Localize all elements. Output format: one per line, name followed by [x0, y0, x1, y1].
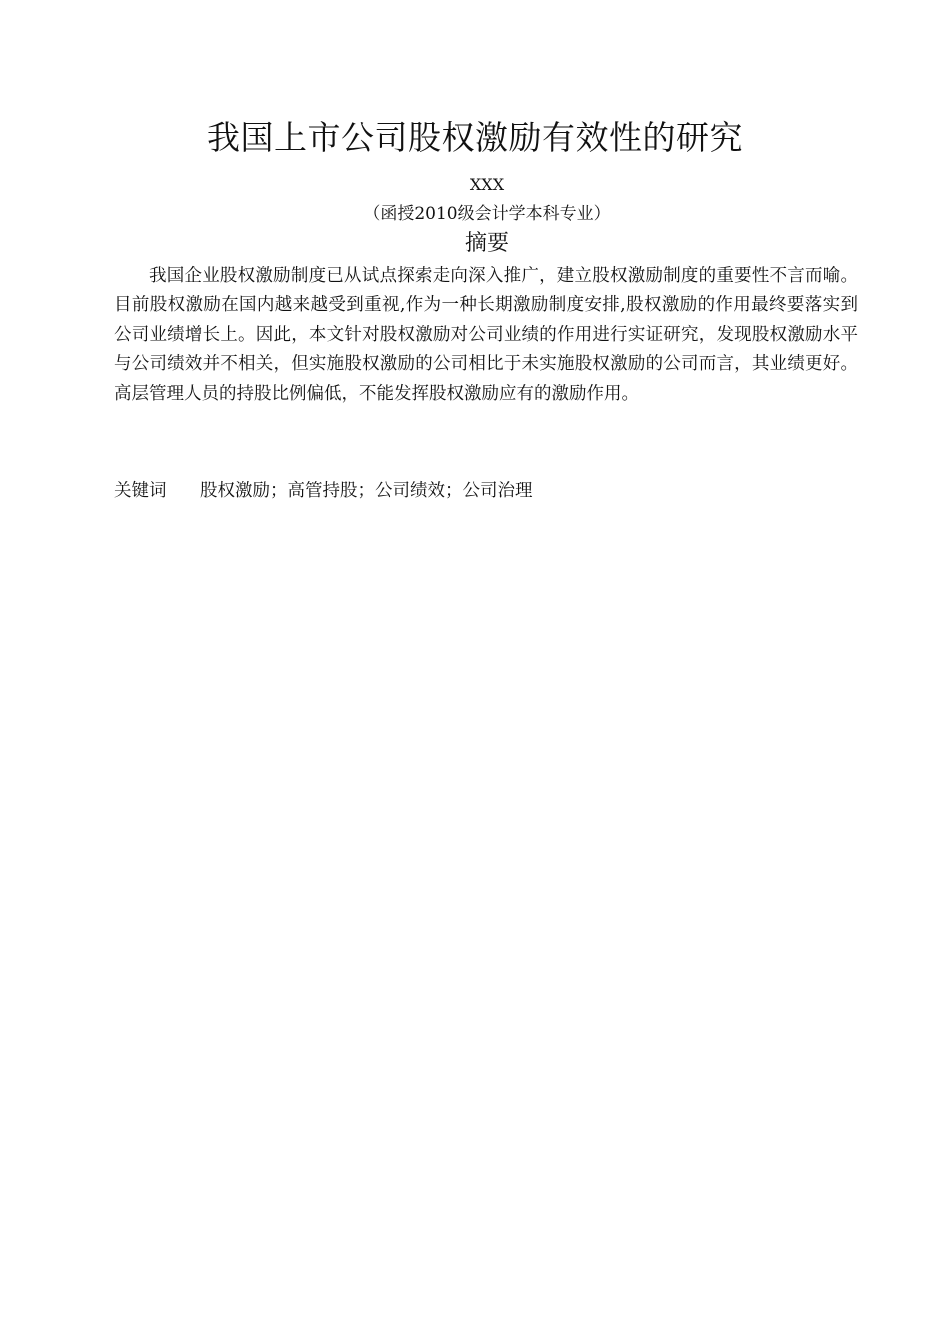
paper-title: 我国上市公司股权激励有效性的研究 — [207, 118, 743, 157]
abstract-heading: 摘要 — [464, 231, 509, 256]
keywords-label: 关键词 — [114, 481, 167, 501]
author-affiliation: （函授2010级会计学本科专业） — [363, 204, 611, 224]
keywords-text: 股权激励；高管持股；公司绩效；公司治理 — [200, 481, 533, 501]
abstract-body: 我国企业股权激励制度已从试点探索走向深入推广，建立股权激励制度的重要性不言而喻。目前股权激励在国内越来越受到重视,作为一种长期激励制度安排,股权激励的作用最终要落实到公司业绩增长上。因此，本文针对股权激励对公司业绩的作用进行实证研究，发现股权激励水平与公司绩效并不相关，但实施股权激励的公司相比于未实施股权激励的公司而言，其业绩更好。高层管理人员的持股比例偏低，不能发挥股权激励应有的激励作用。 — [114, 266, 858, 404]
author-name: XXX — [469, 175, 505, 194]
keywords-line — [114, 476, 858, 505]
